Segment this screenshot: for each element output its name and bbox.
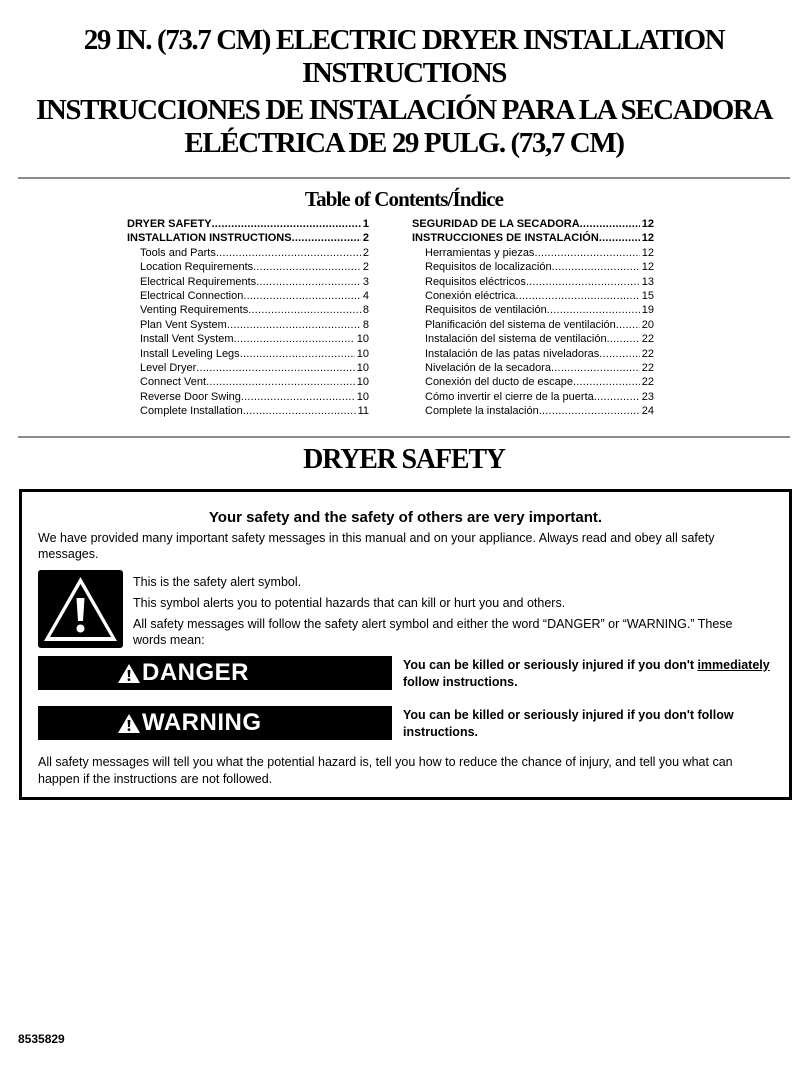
toc-entry-title: Install Vent System	[140, 333, 234, 346]
toc-entry[interactable]	[127, 289, 369, 303]
toc-entry[interactable]	[127, 217, 369, 231]
toc-entry-title: Level Dryer	[140, 361, 197, 374]
toc-entry-page: 1	[362, 218, 369, 230]
toc-entry[interactable]	[127, 318, 369, 332]
toc-leader-dots	[599, 347, 639, 361]
document-title-spanish	[0, 94, 808, 160]
toc-entry-title: Instalación del sistema de ventilación	[425, 333, 607, 346]
safety-message-box	[19, 489, 792, 800]
toc-entry-title: Requisitos de ventilación	[425, 304, 547, 317]
toc-entry-page: 22	[641, 376, 654, 389]
toc-leader-dots	[253, 260, 361, 274]
toc-leader-dots	[616, 318, 640, 332]
toc-entry[interactable]	[412, 375, 654, 389]
toc-entry-title: Planificación del sistema de ventilación	[425, 318, 616, 331]
toc-entry-page: 10	[356, 361, 369, 374]
title-spanish-line-1: INSTRUCCIONES DE INSTALACIÓN PARA LA SECADORA	[36, 94, 772, 126]
toc-entry[interactable]	[127, 260, 369, 274]
toc-entry-page: 10	[356, 390, 369, 403]
toc-leader-dots	[206, 375, 355, 389]
toc-entry-title: Plan Vent System	[140, 318, 227, 331]
safety-intro-text: We have provided many important safety messages in this manual and on your appliance. Always read and obey all safety messages.	[38, 531, 715, 561]
toc-leader-dots	[594, 390, 640, 404]
toc-entry-title: Tools and Parts	[140, 246, 216, 259]
safety-box-heading: Your safety and the safety of others are very important.	[208, 509, 603, 526]
toc-leader-dots	[216, 246, 361, 260]
toc-entry-title: Herramientas y piezas	[425, 246, 535, 259]
warning-triangle-icon	[38, 570, 123, 648]
warning-alert-icon	[118, 714, 140, 733]
toc-entry-title: Connect Vent	[140, 376, 207, 389]
toc-entry-title: Cómo invertir el cierre de la puerta	[425, 390, 594, 403]
toc-leader-dots	[241, 390, 355, 404]
toc-entry-page: 10	[356, 376, 369, 389]
toc-entry[interactable]	[412, 390, 654, 404]
danger-description	[403, 657, 778, 691]
danger-alert-icon	[118, 664, 140, 683]
toc-entry[interactable]	[127, 404, 369, 418]
toc-leader-dots	[526, 275, 640, 289]
toc-entry-page: 11	[357, 405, 369, 418]
safety-alert-symbol	[38, 570, 123, 648]
top-divider	[18, 177, 790, 179]
toc-leader-dots	[607, 332, 640, 346]
toc-entry-title: Electrical Requirements	[140, 275, 257, 288]
toc-entry[interactable]	[412, 361, 654, 375]
toc-entry[interactable]	[127, 390, 369, 404]
toc-entry[interactable]	[412, 332, 654, 346]
toc-entry[interactable]	[412, 318, 654, 332]
toc-heading: Table of Contents/Índice	[304, 187, 504, 211]
toc-entry[interactable]	[412, 217, 654, 231]
toc-entry[interactable]	[127, 231, 369, 245]
toc-entry-page: 2	[362, 261, 369, 274]
toc-entry[interactable]	[412, 347, 654, 361]
toc-entry[interactable]	[412, 275, 654, 289]
toc-leader-dots	[516, 289, 640, 303]
toc-leader-dots	[292, 231, 361, 245]
toc-entry-page: 12	[641, 232, 654, 245]
document-number: 8535829	[18, 1032, 65, 1046]
toc-entry[interactable]	[127, 275, 369, 289]
toc-entry-title: INSTALLATION INSTRUCTIONS	[127, 232, 292, 245]
toc-entry[interactable]	[127, 332, 369, 346]
alert-symbol-description: This is the safety alert symbol.	[133, 575, 302, 589]
toc-divider	[18, 436, 790, 438]
toc-leader-dots	[547, 303, 640, 317]
toc-entry-title: DRYER SAFETY	[127, 218, 212, 230]
toc-entry[interactable]	[127, 303, 369, 317]
toc-entry-page: 23	[641, 390, 654, 403]
toc-entry[interactable]	[412, 260, 654, 274]
toc-entry-title: SEGURIDAD DE LA SECADORA	[412, 218, 580, 230]
toc-entry-title: Location Requirements	[140, 261, 254, 274]
toc-entry-title: Requisitos de localización	[425, 261, 552, 274]
title-spanish-line-2: ELÉCTRICA DE 29 PULG. (73,7 CM)	[184, 127, 624, 159]
toc-leader-dots	[534, 246, 639, 260]
toc-entry-title: Install Leveling Legs	[140, 347, 240, 360]
warning-description: You can be killed or seriously injured if you don't follow instructions.	[403, 708, 734, 739]
danger-description-emphasis: immediately	[697, 658, 770, 672]
toc-leader-dots	[212, 217, 361, 231]
warning-label: WARNING	[142, 709, 262, 736]
toc-entry-page: 10	[356, 347, 369, 360]
toc-entry-page: 22	[641, 333, 654, 346]
toc-leader-dots	[248, 303, 361, 317]
toc-entry-title: Conexión eléctrica	[425, 289, 516, 302]
toc-entry-page: 4	[362, 289, 369, 302]
title-english-line-1: 29 IN. (73.7 CM) ELECTRIC DRYER INSTALLATION	[83, 24, 725, 56]
toc-leader-dots	[551, 361, 640, 375]
toc-entry[interactable]	[412, 289, 654, 303]
toc-entry-page: 12	[641, 261, 654, 274]
toc-entry-page: 24	[641, 405, 654, 418]
toc-entry-page: 12	[641, 246, 654, 259]
toc-entry-title: Conexión del ducto de escape	[425, 376, 573, 389]
danger-label: DANGER	[142, 659, 250, 686]
toc-entry-title: Electrical Connection	[140, 289, 244, 302]
danger-description-start: You can be killed or seriously injured if you don't	[403, 658, 698, 672]
toc-entry-page: 19	[641, 304, 654, 317]
toc-entry-page: 22	[641, 361, 654, 374]
toc-entry-title: Reverse Door Swing	[140, 390, 241, 403]
title-english-line-2: INSTRUCTIONS	[302, 57, 506, 89]
toc-leader-dots	[580, 217, 640, 231]
toc-leader-dots	[552, 260, 640, 274]
danger-signal-bar	[38, 656, 392, 690]
toc-leader-dots	[573, 375, 640, 389]
toc-entry-title: Requisitos eléctricos	[425, 275, 526, 288]
toc-spanish-column	[412, 217, 654, 418]
toc-entry-title: INSTRUCCIONES DE INSTALACIÓN	[412, 232, 599, 245]
toc-entry-page: 20	[641, 318, 654, 331]
toc-entry-title: Nivelación de la secadora	[425, 361, 551, 374]
alert-symbol-purpose: This symbol alerts you to potential hazards that can kill or hurt you and others.	[133, 596, 566, 610]
warning-signal-bar	[38, 706, 392, 740]
toc-leader-dots	[234, 332, 355, 346]
toc-leader-dots	[227, 318, 361, 332]
toc-entry-page: 22	[641, 347, 654, 360]
toc-entry[interactable]	[127, 361, 369, 375]
toc-leader-dots	[539, 404, 640, 418]
toc-leader-dots	[196, 361, 355, 375]
toc-leader-dots	[243, 289, 361, 303]
toc-entry-title: Instalación de las patas niveladoras	[425, 347, 600, 360]
toc-entry-page: 10	[356, 333, 369, 346]
toc-entry-page: 2	[362, 232, 369, 245]
toc-entry-page: 8	[362, 304, 369, 317]
danger-description-end: follow instructions.	[403, 675, 518, 689]
section-heading: DRYER SAFETY	[303, 444, 505, 475]
toc-english-column	[127, 217, 369, 418]
toc-leader-dots	[240, 347, 355, 361]
toc-entry[interactable]	[127, 375, 369, 389]
toc-entry-page: 13	[641, 275, 654, 288]
toc-leader-dots	[256, 275, 361, 289]
toc-entry-title: Complete la instalación	[425, 405, 539, 418]
toc-entry[interactable]	[412, 404, 654, 418]
toc-entry[interactable]	[412, 303, 654, 317]
toc-entry-title: Complete Installation	[140, 405, 243, 418]
toc-entry[interactable]	[412, 246, 654, 260]
toc-entry-page: 2	[362, 246, 369, 259]
toc-leader-dots	[243, 404, 356, 418]
safety-footer-text: All safety messages will tell you what the potential hazard is, tell you how to reduce the chance of injury, and tell you what can happen if the instructions are not followed.	[38, 755, 733, 786]
toc-entry[interactable]	[412, 231, 654, 245]
document-title-english	[0, 24, 808, 90]
toc-entry[interactable]	[127, 246, 369, 260]
signal-words-explanation: All safety messages will follow the safety alert symbol and either the word “DANGER” or “WARNING.” These words mean:	[133, 617, 733, 647]
toc-entry[interactable]	[127, 347, 369, 361]
toc-leader-dots	[599, 231, 640, 245]
toc-entry-page: 8	[362, 318, 369, 331]
toc-entry-page: 15	[641, 289, 654, 302]
toc-entry-page: 12	[641, 218, 654, 230]
toc-entry-title: Venting Requirements	[140, 304, 249, 317]
toc-entry-page: 3	[362, 275, 369, 288]
